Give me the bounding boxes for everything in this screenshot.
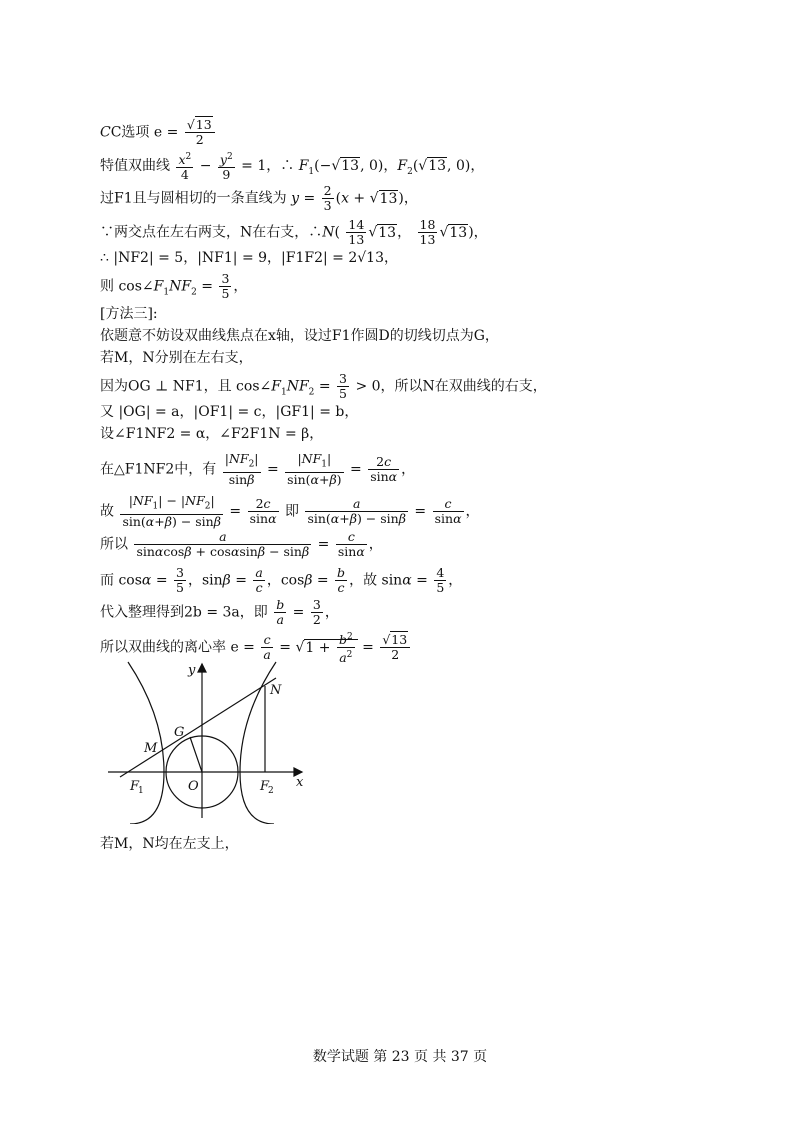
line-distances: ∴ |NF2| = 5，|NF1| = 9，|F1F2| = 2√13， [100,250,398,266]
line-method3: [方法三]: [100,306,158,322]
line-also: 又 |OG| = a，|OF1| = c，|GF1| = b， [100,404,359,420]
y-axis-arrow [198,664,206,672]
page-footer: 数学试题 第 23 页 共 37 页 [312,1049,488,1065]
line-so: 所以 $\frac{a}{\sin\alpha\cos\beta + \cos\alpha\sin\beta - \sin\beta}$ = $\frac{c}{\sin\alpha}$ ， [100,529,383,559]
label-m: M [144,741,158,756]
label-n: N [270,683,282,698]
line-tangent: 过F1且与圆相切的一条直线为 y = $\frac{2}{3}$ (x + √13)， [100,183,418,213]
line-let-angles: 设∠F1NF2 = α，∠F2F1N = β， [100,426,324,442]
label-f1-sub: 1 [138,786,144,796]
line-left-branch: 若M，N均在左支上， [100,836,239,852]
line-cos-result: 则 $\cos\angle F_1NF_2$ = $\frac{3}{5}$ ， [100,271,248,301]
line-if-mn-lr: 若M，N分别在左右支， [100,350,253,366]
label-f1: F [130,779,140,794]
label-x: x [296,775,304,790]
line-intersections: ∵两交点在左右两支，N在右支，∴N( $\frac{14}{13}$ √13， $\frac{18}{13}$ √13)， [100,217,488,247]
line-c-option: CC选项 e = $\frac{√13}{2}$ [100,118,217,147]
label-o: O [188,779,199,794]
line-therefore: 故 $\frac{|NF_1| - |NF_2|}{\sin(\alpha+\beta) - \sin\beta}$ = $\frac{2c}{\sin\alpha}$ 即 $\frac{a}{\sin(\alpha+\beta) - \sin\beta}$ = $\frac{c}{\sin\alpha}$ ， [100,493,480,529]
line-triangle: 在△F1NF2中，有 $\frac{|NF_2|}{\sin\beta}$ = $\frac{|NF_1|}{\sin(\alpha+\beta)}$ = $\frac{2c}{\sin\alpha}$ ， [100,451,416,487]
label-f2-sub: 2 [268,786,274,796]
label-y: y [188,663,196,678]
label-f2: F [260,779,270,794]
line-suppose: 依题意不妨设双曲线焦点在x轴，设过F1作圆D的切线切点为G， [100,328,499,344]
line-substitute: 代入整理得到2b = 3a，即 $\frac{b}{a}$ = $\frac{3}{2}$ ， [100,597,339,627]
line-because: 因为OG ⊥ NF1，且 $\cos\angle F_1NF_2$ = $\frac{3}{5}$ > 0，所以N在双曲线的右支， [100,371,547,401]
segment-og [190,737,202,772]
line-eccentricity: 所以双曲线的离心率 e = $\frac{c}{a}$ = √1 + $\frac{b^2}{a^2}$ = $\frac{√13}{2}$ [100,630,412,665]
label-g: G [174,725,185,740]
line-and: 而 cosα = $\frac{3}{5}$ ，sinβ = $\frac{a}{c}$ ，cosβ = $\frac{b}{c}$ ，故 sinα = $\frac{4}{5}$ ， [100,565,463,595]
hyperbola-figure [100,656,310,824]
line-special-hyperbola: 特值双曲线 $\frac{x^2}{4}$ − $\frac{y^2}{9}$ = 1，∴ $F_1(-√13$, 0)，$F_2(√13$, 0)， [100,152,485,183]
